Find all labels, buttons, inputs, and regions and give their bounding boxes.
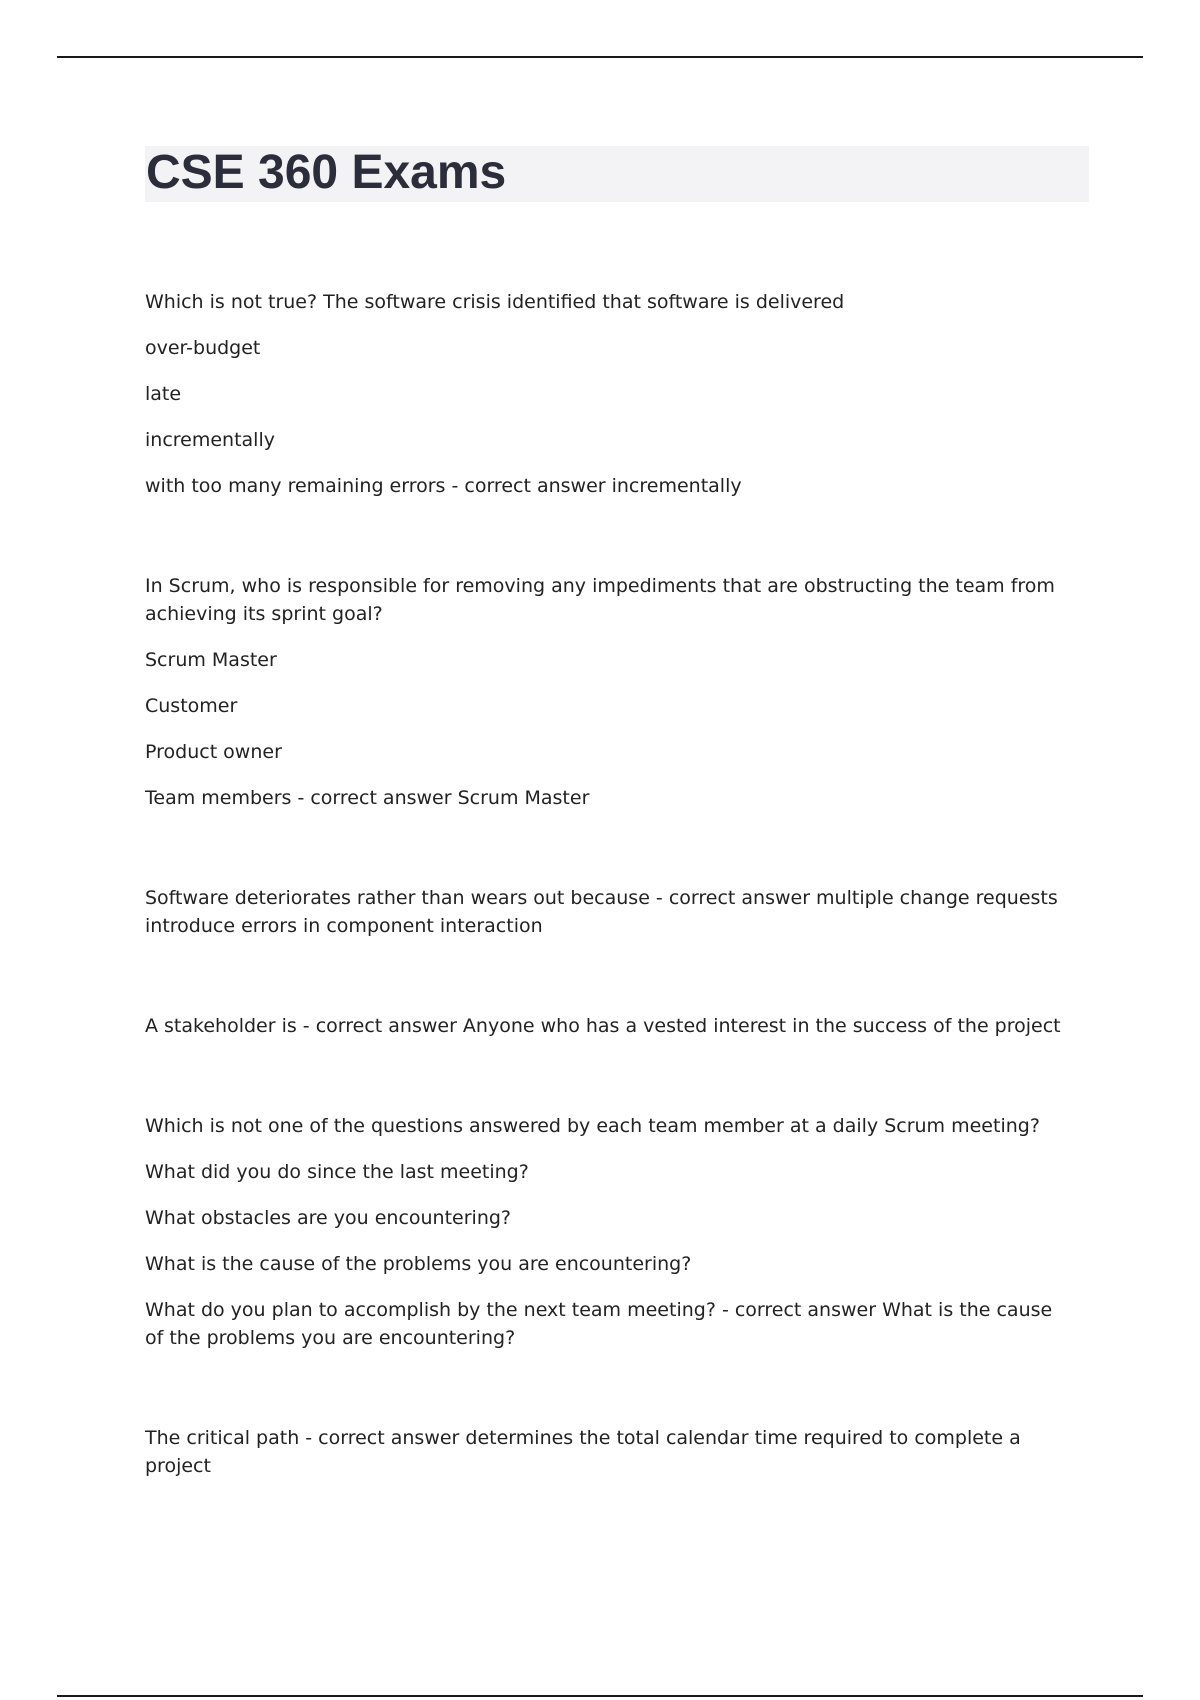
answer-option: incrementally: [145, 429, 275, 451]
answer-option-with-correct-answer: with too many remaining errors - correct answer incrementally: [145, 475, 742, 497]
answer-option: What obstacles are you encountering?: [145, 1207, 512, 1229]
question-list: [145, 288, 1075, 1498]
footer-rule: [57, 1695, 1143, 1697]
question-text: Which is not one of the questions answered by each team member at a daily Scrum meeting?: [145, 1115, 1040, 1137]
question-block: [145, 884, 1075, 940]
question-block: [145, 572, 1075, 812]
header-rule: [57, 56, 1143, 58]
question-with-correct-answer: Software deteriorates rather than wears out because - correct answer multiple change requests introduce errors in component interaction: [145, 887, 1058, 937]
answer-option: Customer: [145, 695, 238, 717]
answer-option: What did you do since the last meeting?: [145, 1161, 529, 1183]
question-with-correct-answer: A stakeholder is - correct answer Anyone who has a vested interest in the success of the project: [145, 1015, 1061, 1037]
question-text: Which is not true? The software crisis identified that software is delivered: [145, 291, 845, 313]
answer-option: What is the cause of the problems you are encountering?: [145, 1253, 692, 1275]
answer-option: Scrum Master: [145, 649, 277, 671]
question-block: [145, 1112, 1075, 1352]
question-with-correct-answer: The critical path - correct answer determines the total calendar time required to complete a project: [145, 1427, 1021, 1477]
question-text: In Scrum, who is responsible for removing any impediments that are obstructing the team from achieving its sprint goal?: [145, 575, 1055, 625]
page-title: CSE 360 Exams: [146, 146, 507, 199]
question-block: [145, 1424, 1075, 1480]
question-block: [145, 288, 1075, 500]
question-block: [145, 1012, 1075, 1040]
answer-option: Product owner: [145, 741, 282, 763]
answer-option: late: [145, 383, 182, 405]
answer-option-with-correct-answer: Team members - correct answer Scrum Master: [145, 787, 590, 809]
answer-option-with-correct-answer: What do you plan to accomplish by the next team meeting? - correct answer What is the cause of the problems you are encountering?: [145, 1299, 1053, 1349]
answer-option: over-budget: [145, 337, 261, 359]
